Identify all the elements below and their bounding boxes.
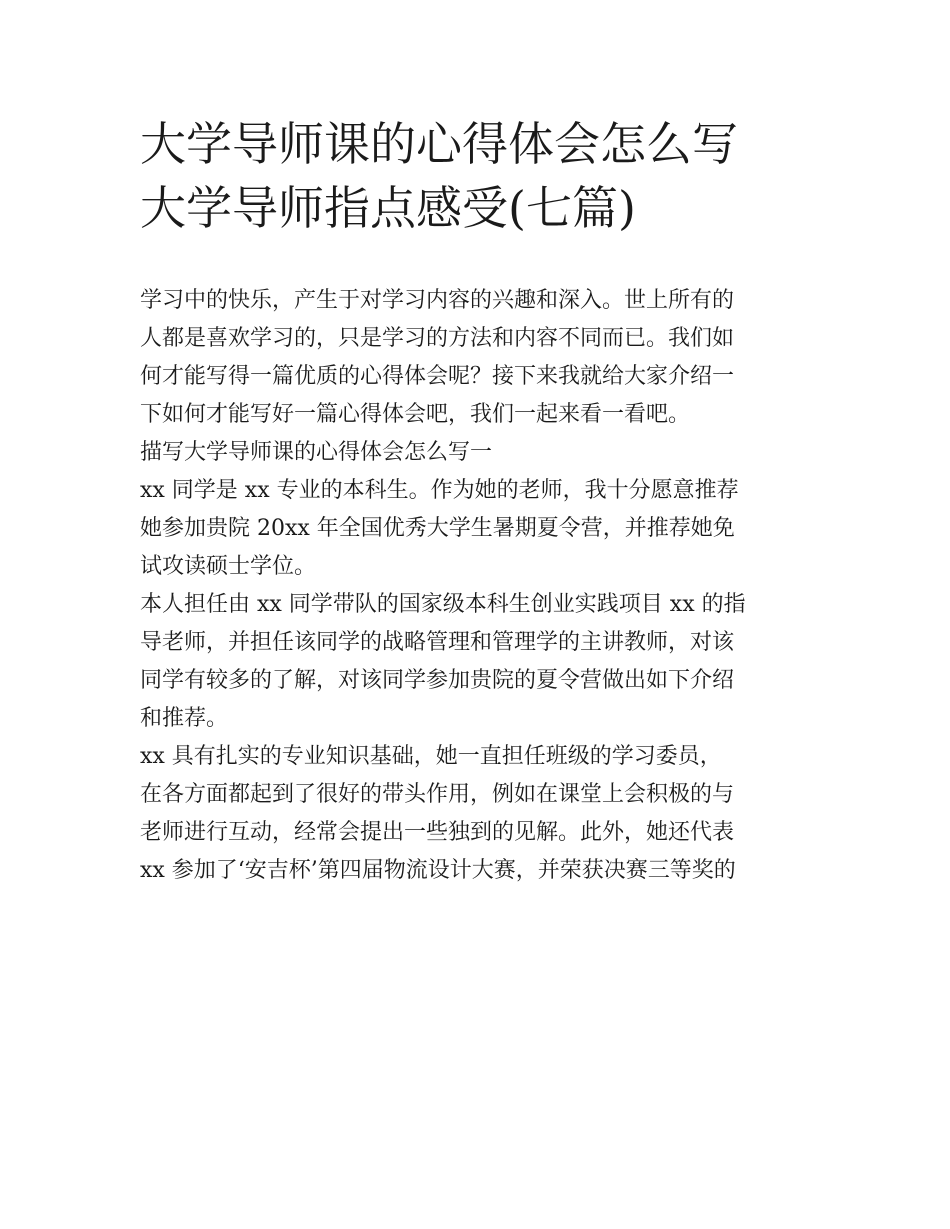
section-heading: 描写大学导师课的心得体会怎么写一 [140, 440, 493, 465]
body-line: 本人担任由 xx 同学带队的国家级本科生创业实践项目 xx 的指 [140, 592, 746, 617]
body-line: 和推荐。 [140, 706, 229, 731]
body-line: 何才能写得一篇优质的心得体会呢？接下来我就给大家介绍一 [140, 364, 735, 389]
body-line: 学习中的快乐，产生于对学习内容的兴趣和深入。世上所有的 [140, 288, 735, 313]
body-line: xx 同学是 xx 专业的本科生。作为她的老师，我十分愿意推荐 [140, 478, 739, 503]
body-line: 在各方面都起到了很好的带头作用，例如在课堂上会积极的与 [140, 782, 735, 807]
body-line: xx 参加了‘安吉杯’第四届物流设计大赛，并荣获决赛三等奖的 [140, 858, 736, 883]
title-line: 大学导师课的心得体会怎么写 [140, 117, 738, 171]
title-line: 大学导师指点感受(七篇) [140, 181, 636, 235]
body-line: 下如何才能写好一篇心得体会吧，我们一起来看一看吧。 [140, 402, 691, 427]
document-body [140, 282, 820, 890]
body-line: 同学有较多的了解，对该同学参加贵院的夏令营做出如下介绍 [140, 668, 735, 693]
body-line: 导老师，并担任该同学的战略管理和管理学的主讲教师，对该 [140, 630, 735, 655]
body-line: 老师进行互动，经常会提出一些独到的见解。此外，她还代表 [140, 820, 735, 845]
document-title [140, 112, 840, 240]
body-line: 试攻读硕士学位。 [140, 554, 317, 579]
body-line: xx 具有扎实的专业知识基础，她一直担任班级的学习委员， [140, 744, 722, 769]
body-line: 人都是喜欢学习的，只是学习的方法和内容不同而已。我们如 [140, 326, 735, 351]
body-line: 她参加贵院 20xx 年全国优秀大学生暑期夏令营，并推荐她免 [140, 516, 735, 541]
